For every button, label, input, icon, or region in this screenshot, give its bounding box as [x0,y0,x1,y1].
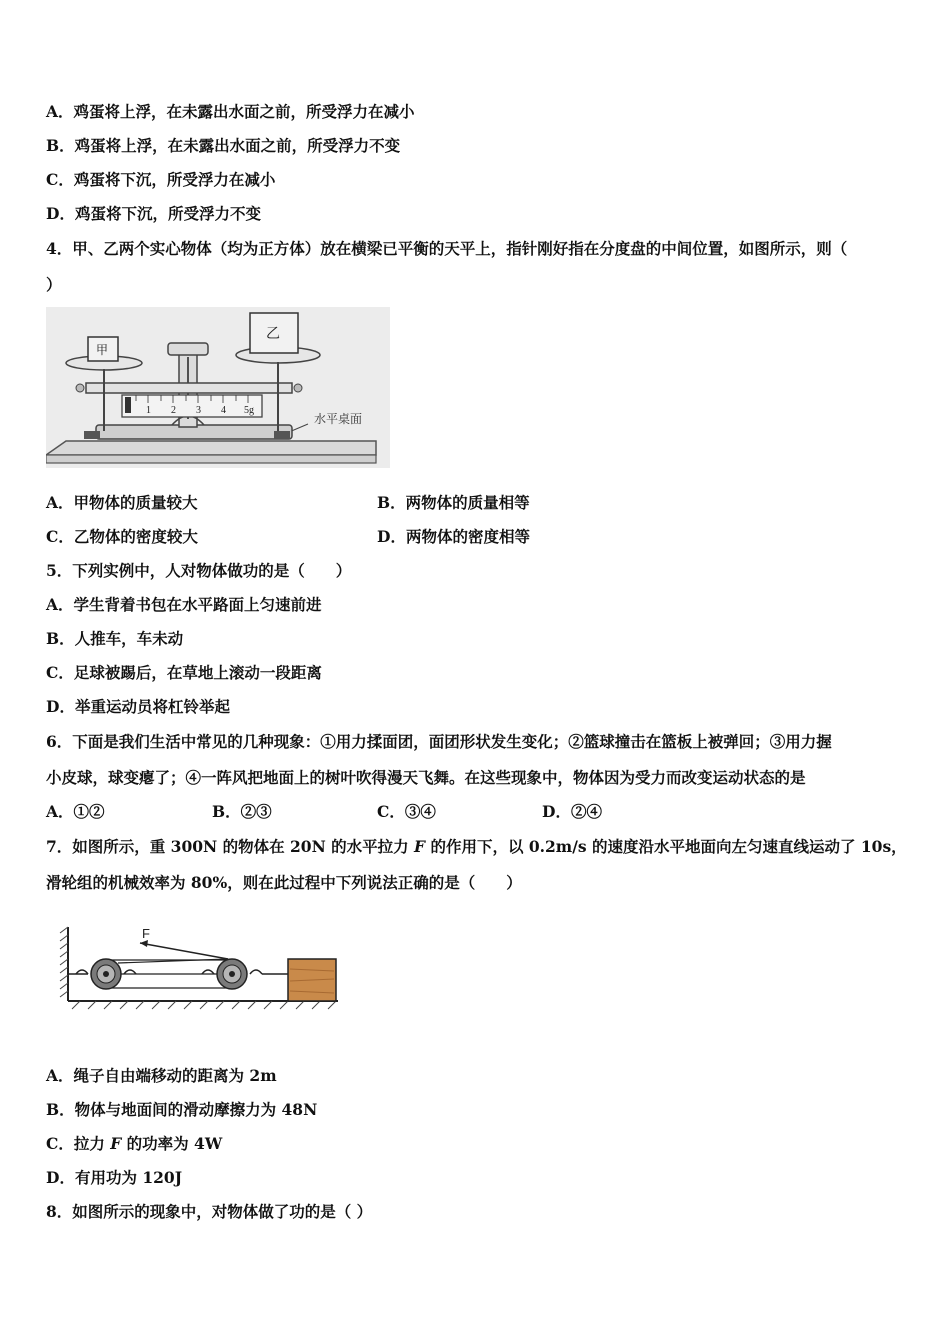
fixed-pulley-axle [103,971,109,977]
q5-option-d: D．举重运动员将杠铃举起 [46,697,230,716]
scale-tick-1: 1 [146,405,151,416]
q5-option-b: B．人推车，车未动 [46,629,184,648]
q7-option-c [46,1134,222,1154]
left-foot [84,431,100,439]
q7-option-d: D．有用功为 120J [46,1168,183,1187]
movable-pulley-hook-right [250,970,262,974]
q4-option-b: B．两物体的质量相等 [377,493,530,512]
scale-tick-4: 4 [221,405,226,416]
object-yi-label: 乙 [266,326,280,342]
scale-tick-2: 2 [171,405,176,416]
movable-pulley-axle [229,971,235,977]
pulley-figure [58,925,342,1013]
balance-figure [46,307,390,468]
q5-option-c: C．足球被踢后，在草地上滚动一段距离 [46,663,322,682]
rider [125,397,131,413]
q6-option-c: C．③④ [377,802,436,821]
right-foot [274,431,290,439]
q7-force-variable: F [414,837,426,856]
wall-hatch [60,927,68,997]
q6-option-b: B．②③ [212,802,272,821]
q7-option-b: B．物体与地面间的滑动摩擦力为 48N [46,1100,318,1119]
q5-option-a: A．学生背着书包在水平路面上匀速前进 [46,595,322,614]
q4-stem-line1: 4．甲、乙两个实心物体（均为正方体）放在横梁已平衡的天平上，指针刚好指在分度盘的中间位置，如图所示，则（ [46,239,848,258]
table-top [46,441,376,455]
q7-option-a: A．绳子自由端移动的距离为 2m [46,1066,277,1085]
q7-stem-line2: 滑轮组的机械效率为 80%，则在此过程中下列说法正确的是（ ） [46,873,522,892]
column-top [168,343,208,355]
q4-option-d: D．两物体的密度相等 [377,527,530,546]
q5-stem: 5．下列实例中，人对物体做功的是（ ） [46,561,352,580]
table-label: 水平桌面 [314,412,363,426]
scale-tick-5: 5g [244,405,254,416]
q7-option-c-part2: 的功率为 4W [121,1134,223,1153]
table-edge [46,455,376,463]
q7-stem-part2: 的作用下，以 0.2m/s 的速度沿水平地面向左匀速直线运动了 10s， [425,837,907,856]
force-label: F [142,926,150,941]
right-balance-nut [294,384,302,392]
q4-option-a: A．甲物体的质量较大 [46,493,198,512]
q3-option-c: C．鸡蛋将下沉，所受浮力在减小 [46,170,276,189]
q3-option-a: A．鸡蛋将上浮，在未露出水面之前，所受浮力在减小 [46,102,415,121]
q4-option-c: C．乙物体的密度较大 [46,527,198,546]
force-arrow [140,943,228,959]
ruler [122,395,262,417]
ground-hatch [72,1001,336,1009]
q7-stem-line1 [46,837,907,857]
q3-option-b: B．鸡蛋将上浮，在未露出水面之前，所受浮力不变 [46,136,401,155]
q7-stem-part1: 7．如图所示，重 300N 的物体在 20N 的水平拉力 [46,837,415,856]
q8-stem: 8．如图所示的现象中，对物体做了功的是（ ） [46,1202,373,1221]
q6-stem-line1: 6．下面是我们生活中常见的几种现象：①用力揉面团，面团形状发生变化；②篮球撞击在篮板上被弹回；③用力握 [46,732,832,751]
q6-stem-line2: 小皮球，球变瘪了；④一阵风把地面上的树叶吹得漫天飞舞。在这些现象中，物体因为受力而改变运动状态的是 [46,768,806,787]
left-balance-nut [76,384,84,392]
q3-option-d: D．鸡蛋将下沉，所受浮力不变 [46,204,261,223]
force-arrowhead [140,940,148,947]
q6-option-d: D．②④ [542,802,602,821]
q7-option-c-variable: F [110,1134,122,1153]
q4-stem-line2: ） [46,275,62,294]
object-jia-label: 甲 [96,343,109,357]
q7-option-c-part1: C．拉力 [46,1134,111,1153]
scale-tick-3: 3 [196,405,201,416]
balance-beam [86,383,292,393]
q6-option-a: A．①② [46,802,105,821]
